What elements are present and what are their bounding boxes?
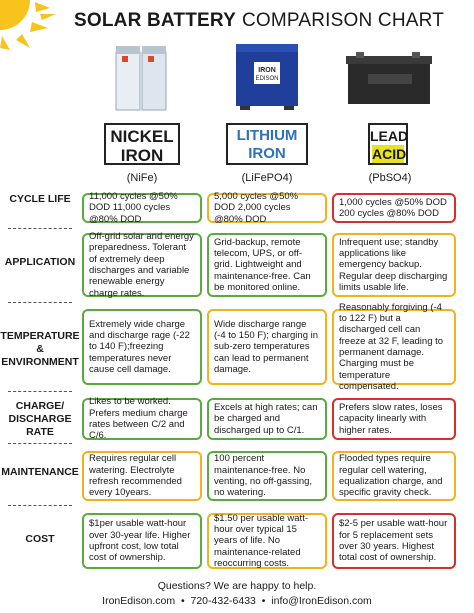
sun-icon xyxy=(0,0,70,70)
svg-text:EDISON: EDISON xyxy=(255,76,279,82)
row-divider xyxy=(8,391,72,392)
footer-email-link[interactable]: info@IronEdison.com xyxy=(271,595,372,607)
cost-lithium: $1.50 per usable watt-hour over typical 15 years of life. No maintenance-related reoccurring costs. xyxy=(207,513,327,569)
lithium-iron-badge: LITHIUM IRON xyxy=(226,123,308,165)
page-title: SOLAR BATTERY COMPARISON CHART xyxy=(74,10,445,31)
cycle-life-nickel: 11,000 cycles @50% DOD 11,000 cycles @80% DOD xyxy=(82,193,202,223)
temperature-lead: Reasonably forgiving (-4 to 122 F) but a discharged cell can freeze at 32 F, leading to permanent damage. Charging must be temperature compensated. xyxy=(332,309,456,385)
lead-acid-badge: LEAD ACID xyxy=(368,123,408,165)
maintenance-lead: Flooded types require regular cell watering, equalization charge, and specific gravity check. xyxy=(332,451,456,501)
row-label-cost: COST xyxy=(25,533,55,545)
footer-question: Questions? We are happy to help. xyxy=(157,580,317,592)
lithium-iron-formula: (LiFePO4) xyxy=(241,172,293,184)
row-divider xyxy=(8,302,72,303)
row-divider xyxy=(8,228,72,229)
application-lead: Infrequent use; standby applications like emergency backup. Regular deep discharging limits usable life. xyxy=(332,233,456,297)
lead-acid-formula: (PbSO4) xyxy=(368,172,412,184)
footer-contact xyxy=(0,595,474,607)
maintenance-lithium: 100 percent maintenance-free. No venting, no off-gassing, no watering. xyxy=(207,451,327,501)
row-label-maintenance: MAINTENANCE xyxy=(1,466,79,478)
svg-text:IRON: IRON xyxy=(258,67,276,74)
footer-separator: • xyxy=(180,595,185,607)
application-lithium: Grid-backup, remote telecom, UPS, or off-grid. Lightweight and maintenance-free. Can be monitored online. xyxy=(207,233,327,297)
nickel-iron-badge: NICKEL IRON xyxy=(104,123,180,165)
cycle-life-lithium: 5,000 cycles @50% DOD 2,000 cycles @80% DOD xyxy=(207,193,327,223)
cycle-life-lead: 1,000 cycles @50% DOD 200 cycles @80% DOD xyxy=(332,193,456,223)
charge-rate-lead: Prefers slow rates, loses capacity linearly with higher rates. xyxy=(332,398,456,440)
row-label-cycle-life: CYCLE LIFE xyxy=(9,193,71,205)
footer-phone[interactable]: 720-432-6433 xyxy=(190,595,256,607)
nickel-iron-battery-image xyxy=(112,46,170,112)
row-label-application: APPLICATION xyxy=(4,256,76,268)
temperature-nickel: Extremely wide charge and discharge rage (-22 to 140 F);freezing temperatures never cause cell damage. xyxy=(82,309,202,385)
footer-separator: • xyxy=(261,595,266,607)
lithium-iron-battery-image xyxy=(236,44,298,110)
cost-nickel: $1per usable watt-hour over 30-year life. Higher upfront cost, low total cost of ownership. xyxy=(82,513,202,569)
application-nickel: Off-grid solar and energy preparedness. Tolerant of extremely deep discharges and variable renewable energy charge rates. xyxy=(82,233,202,297)
row-label-temperature: TEMPERATURE & ENVIRONMENT xyxy=(0,330,80,368)
nickel-iron-formula: (NiFe) xyxy=(126,172,158,184)
footer-website-link[interactable]: IronEdison.com xyxy=(102,595,176,607)
row-label-charge-rate: CHARGE/ DISCHARGE RATE xyxy=(8,400,72,438)
charge-rate-nickel: Likes to be worked. Prefers medium charge rates between C/2 and C/6. xyxy=(82,398,202,440)
maintenance-nickel: Requires regular cell watering. Electrolyte refresh recommended every 10years. xyxy=(82,451,202,501)
charge-rate-lithium: Excels at high rates; can be charged and discharged up to C/1. xyxy=(207,398,327,440)
row-divider xyxy=(8,443,72,444)
temperature-lithium: Wide discharge range (-4 to 150 F); charging in sub-zero temperatures can lead to permanent damage. xyxy=(207,309,327,385)
lead-acid-battery-image xyxy=(346,52,432,106)
row-divider xyxy=(8,505,72,506)
cost-lead: $2-5 per usable watt-hour for 5 replacement sets over 30 years. Highest total cost of ownership. xyxy=(332,513,456,569)
